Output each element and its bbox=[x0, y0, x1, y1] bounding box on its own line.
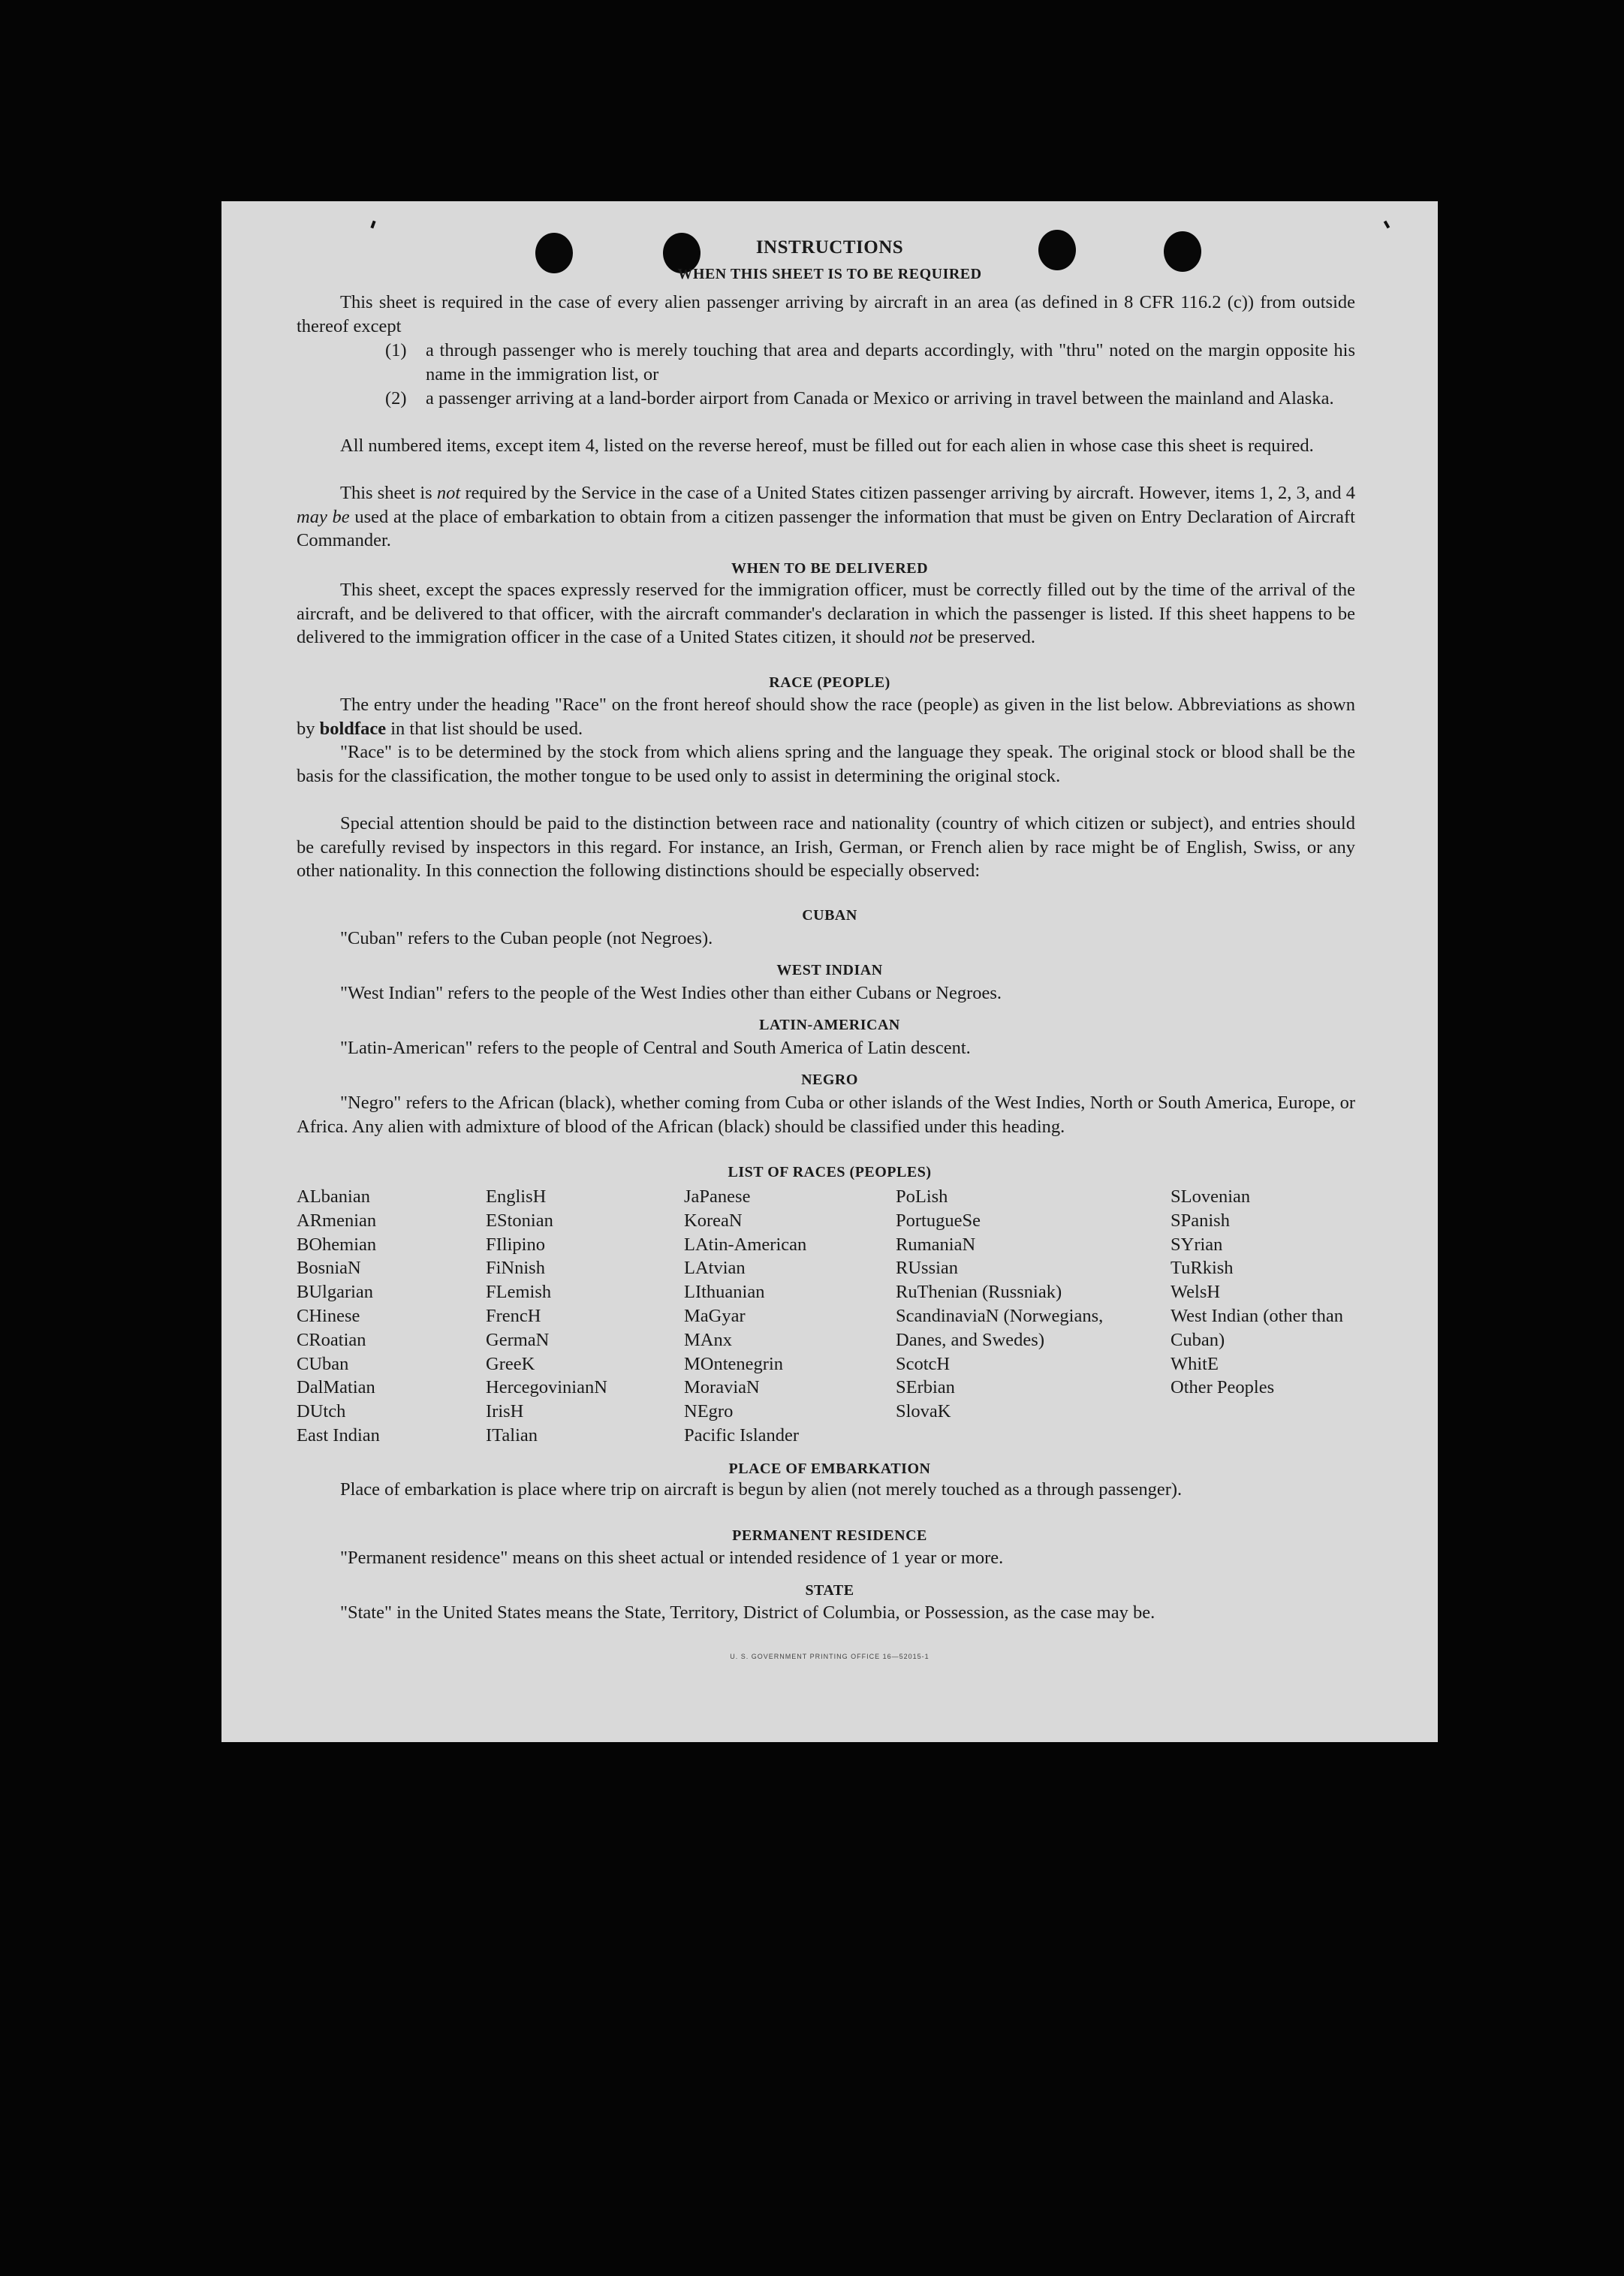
paragraph-citizen bbox=[297, 481, 1355, 553]
race-entry: LAtvian bbox=[684, 1258, 746, 1279]
races-column-3 bbox=[684, 1185, 885, 1448]
race-entry: ScotcH bbox=[896, 1353, 951, 1374]
race-entry: SPanish bbox=[1171, 1210, 1230, 1231]
race-entry: ScandinaviaN (Norwegians, Danes, and Swedes) bbox=[896, 1305, 1104, 1350]
heading-list-of-races: LIST OF RACES (PEOPLES) bbox=[728, 1164, 932, 1180]
race-entry: CUban bbox=[297, 1353, 349, 1374]
race-entry: EnglisH bbox=[486, 1186, 547, 1207]
text: be preserved. bbox=[933, 627, 1036, 648]
text-italic: may be bbox=[297, 506, 350, 527]
paragraph-race-1 bbox=[297, 693, 1355, 740]
race-entry: ITalian bbox=[486, 1424, 538, 1445]
paragraph-delivered bbox=[297, 578, 1355, 650]
race-entry: MoraviaN bbox=[684, 1377, 760, 1398]
race-entry: BOhemian bbox=[297, 1234, 377, 1255]
race-entry: TuRkish bbox=[1171, 1258, 1234, 1279]
heading-when-delivered: WHEN TO BE DELIVERED bbox=[731, 560, 929, 577]
paragraph-west-indian: "West Indian" refers to the people of the West Indies other than either Cubans or Negroes. bbox=[340, 983, 1002, 1003]
race-entry: WelsH bbox=[1171, 1282, 1221, 1303]
race-entry: East Indian bbox=[297, 1424, 380, 1445]
race-entry: SErbian bbox=[896, 1377, 955, 1398]
race-entry: PoLish bbox=[896, 1186, 948, 1207]
paragraph-negro: "Negro" refers to the African (black), whether coming from Cuba or other islands of the West Indies, North or South America, Europe, or Africa. Any alien with admixture of blood of the African (black) should be classified under this heading. bbox=[297, 1093, 1355, 1137]
speck bbox=[1384, 221, 1390, 229]
paragraph-latin-american: "Latin-American" refers to the people of Central and South America of Latin descent. bbox=[340, 1038, 971, 1058]
paragraph-embarkation: Place of embarkation is place where trip on aircraft is begun by alien (not merely touched as a through passenger). bbox=[340, 1479, 1183, 1500]
text-italic: not bbox=[436, 483, 461, 503]
document-page bbox=[221, 201, 1438, 1742]
race-entry: MaGyar bbox=[684, 1305, 746, 1326]
heading-west-indian: WEST INDIAN bbox=[776, 962, 883, 978]
exception-item-2 bbox=[385, 387, 1355, 411]
paragraph-numbered-items: All numbered items, except item 4, listed on the reverse hereof, must be filled out for each alien in whose case this sheet is required. bbox=[340, 436, 1314, 456]
race-entry: NEgro bbox=[684, 1401, 734, 1422]
item-text: a through passenger who is merely touching that area and departs accordingly, with "thru" noted on the margin opposite his name in the immigration list, or bbox=[426, 340, 1355, 384]
race-entry: KoreaN bbox=[684, 1210, 743, 1231]
race-entry: RumaniaN bbox=[896, 1234, 976, 1255]
race-entry: HercegovinianN bbox=[486, 1377, 607, 1398]
race-entry: DalMatian bbox=[297, 1377, 375, 1398]
race-entry: LIthuanian bbox=[684, 1282, 765, 1303]
item-number: (1) bbox=[385, 340, 407, 360]
paragraph-state: "State" in the United States means the State, Territory, District of Columbia, or Possession, as the case may be. bbox=[340, 1602, 1155, 1623]
race-entry: SlovaK bbox=[896, 1401, 951, 1422]
item-number: (2) bbox=[385, 388, 407, 408]
item-text: a passenger arriving at a land-border airport from Canada or Mexico or arriving in travel between the mainland and Alaska. bbox=[426, 388, 1334, 408]
races-column-5 bbox=[1171, 1185, 1360, 1400]
text: This sheet, except the spaces expressly reserved for the immigration officer, must be correctly filled out by the time of the arrival of the aircraft, and be delivered to that officer, with the aircraft commander's declaration in which the passenger is listed. If this sheet happens to be delivered to the immigration officer in the case of a United States citizen, it should bbox=[297, 580, 1355, 648]
race-entry: BosniaN bbox=[297, 1258, 361, 1279]
race-entry: FiNnish bbox=[486, 1258, 545, 1279]
text-bold: boldface bbox=[319, 718, 387, 739]
exception-item-1 bbox=[385, 339, 1355, 386]
race-entry: BUlgarian bbox=[297, 1282, 374, 1303]
race-entry: FrencH bbox=[486, 1305, 541, 1326]
heading-race: RACE (PEOPLE) bbox=[769, 674, 890, 691]
race-entry: RuThenian (Russniak) bbox=[896, 1282, 1062, 1303]
races-column-1 bbox=[297, 1185, 477, 1448]
heading-when-required: WHEN THIS SHEET IS TO BE REQUIRED bbox=[677, 266, 982, 282]
race-entry: WhitE bbox=[1171, 1353, 1219, 1374]
race-entry: LAtin-American bbox=[684, 1234, 807, 1255]
race-entry: RUssian bbox=[896, 1258, 959, 1279]
paragraph-race-3: Special attention should be paid to the distinction between race and nationality (country of which citizen or subject), and entries should be carefully revised by inspectors in this regard. For instance, an Irish, German, or French alien by race might be of English, Swiss, or any other nationality. In this connection the following distinctions should be especially observed: bbox=[297, 813, 1355, 882]
race-entry: DUtch bbox=[297, 1401, 346, 1422]
race-entry: JaPanese bbox=[684, 1186, 751, 1207]
paragraph-cuban: "Cuban" refers to the Cuban people (not Negroes). bbox=[340, 928, 713, 948]
heading-negro: NEGRO bbox=[801, 1072, 858, 1088]
race-entry: IrisH bbox=[486, 1401, 524, 1422]
speck bbox=[370, 221, 375, 229]
race-entry: FIlipino bbox=[486, 1234, 545, 1255]
race-entry: SLovenian bbox=[1171, 1186, 1251, 1207]
race-entry: West Indian (other than Cuban) bbox=[1171, 1305, 1344, 1350]
race-entry: FLemish bbox=[486, 1282, 552, 1303]
race-entry: SYrian bbox=[1171, 1234, 1223, 1255]
printer-imprint: U. S. GOVERNMENT PRINTING OFFICE 16—52015-1 bbox=[730, 1653, 930, 1660]
page-title: INSTRUCTIONS bbox=[755, 237, 904, 258]
race-entry: GermaN bbox=[486, 1329, 550, 1350]
race-entry: ALbanian bbox=[297, 1186, 370, 1207]
race-entry: CRoatian bbox=[297, 1329, 366, 1350]
heading-state: STATE bbox=[805, 1582, 854, 1599]
heading-latin-american: LATIN-AMERICAN bbox=[759, 1017, 900, 1033]
text-italic: not bbox=[908, 627, 933, 648]
race-entry: Other Peoples bbox=[1171, 1377, 1275, 1398]
paragraph-race-2: "Race" is to be determined by the stock from which aliens spring and the language they speak. The original stock or blood shall be the basis for the classification, the mother tongue to be used only to assist in determining the original stock. bbox=[297, 742, 1355, 786]
heading-permanent-residence: PERMANENT RESIDENCE bbox=[732, 1527, 927, 1544]
heading-cuban: CUBAN bbox=[802, 907, 857, 924]
race-entry: ARmenian bbox=[297, 1210, 377, 1231]
paragraph-required: This sheet is required in the case of every alien passenger arriving by aircraft in an area (as defined in 8 CFR 116.2 (c)) from outside thereof except bbox=[297, 292, 1355, 336]
races-column-2 bbox=[486, 1185, 673, 1448]
paragraph-permanent-residence: "Permanent residence" means on this sheet actual or intended residence of 1 year or more. bbox=[340, 1548, 1004, 1568]
text: This sheet is bbox=[340, 483, 437, 503]
races-column-4 bbox=[896, 1185, 1121, 1424]
race-entry: CHinese bbox=[297, 1305, 360, 1326]
text: used at the place of embarkation to obtain from a citizen passenger the information that must be given on Entry Declaration of Aircraft Commander. bbox=[297, 506, 1355, 551]
race-entry: PortugueSe bbox=[896, 1210, 981, 1231]
race-entry: GreeK bbox=[486, 1353, 535, 1374]
race-entry: MAnx bbox=[684, 1329, 732, 1350]
race-entry: EStonian bbox=[486, 1210, 553, 1231]
heading-embarkation: PLACE OF EMBARKATION bbox=[728, 1461, 931, 1477]
text: required by the Service in the case of a United States citizen passenger arriving by aircraft. However, items 1, 2, 3, and 4 bbox=[460, 483, 1355, 503]
text: in that list should be used. bbox=[386, 718, 583, 739]
text: The entry under the heading "Race" on the front hereof should show the race (people) as given in the list below. Abbreviations as shown by bbox=[297, 695, 1355, 739]
race-entry: MOntenegrin bbox=[684, 1353, 783, 1374]
race-entry: Pacific Islander bbox=[684, 1424, 800, 1445]
